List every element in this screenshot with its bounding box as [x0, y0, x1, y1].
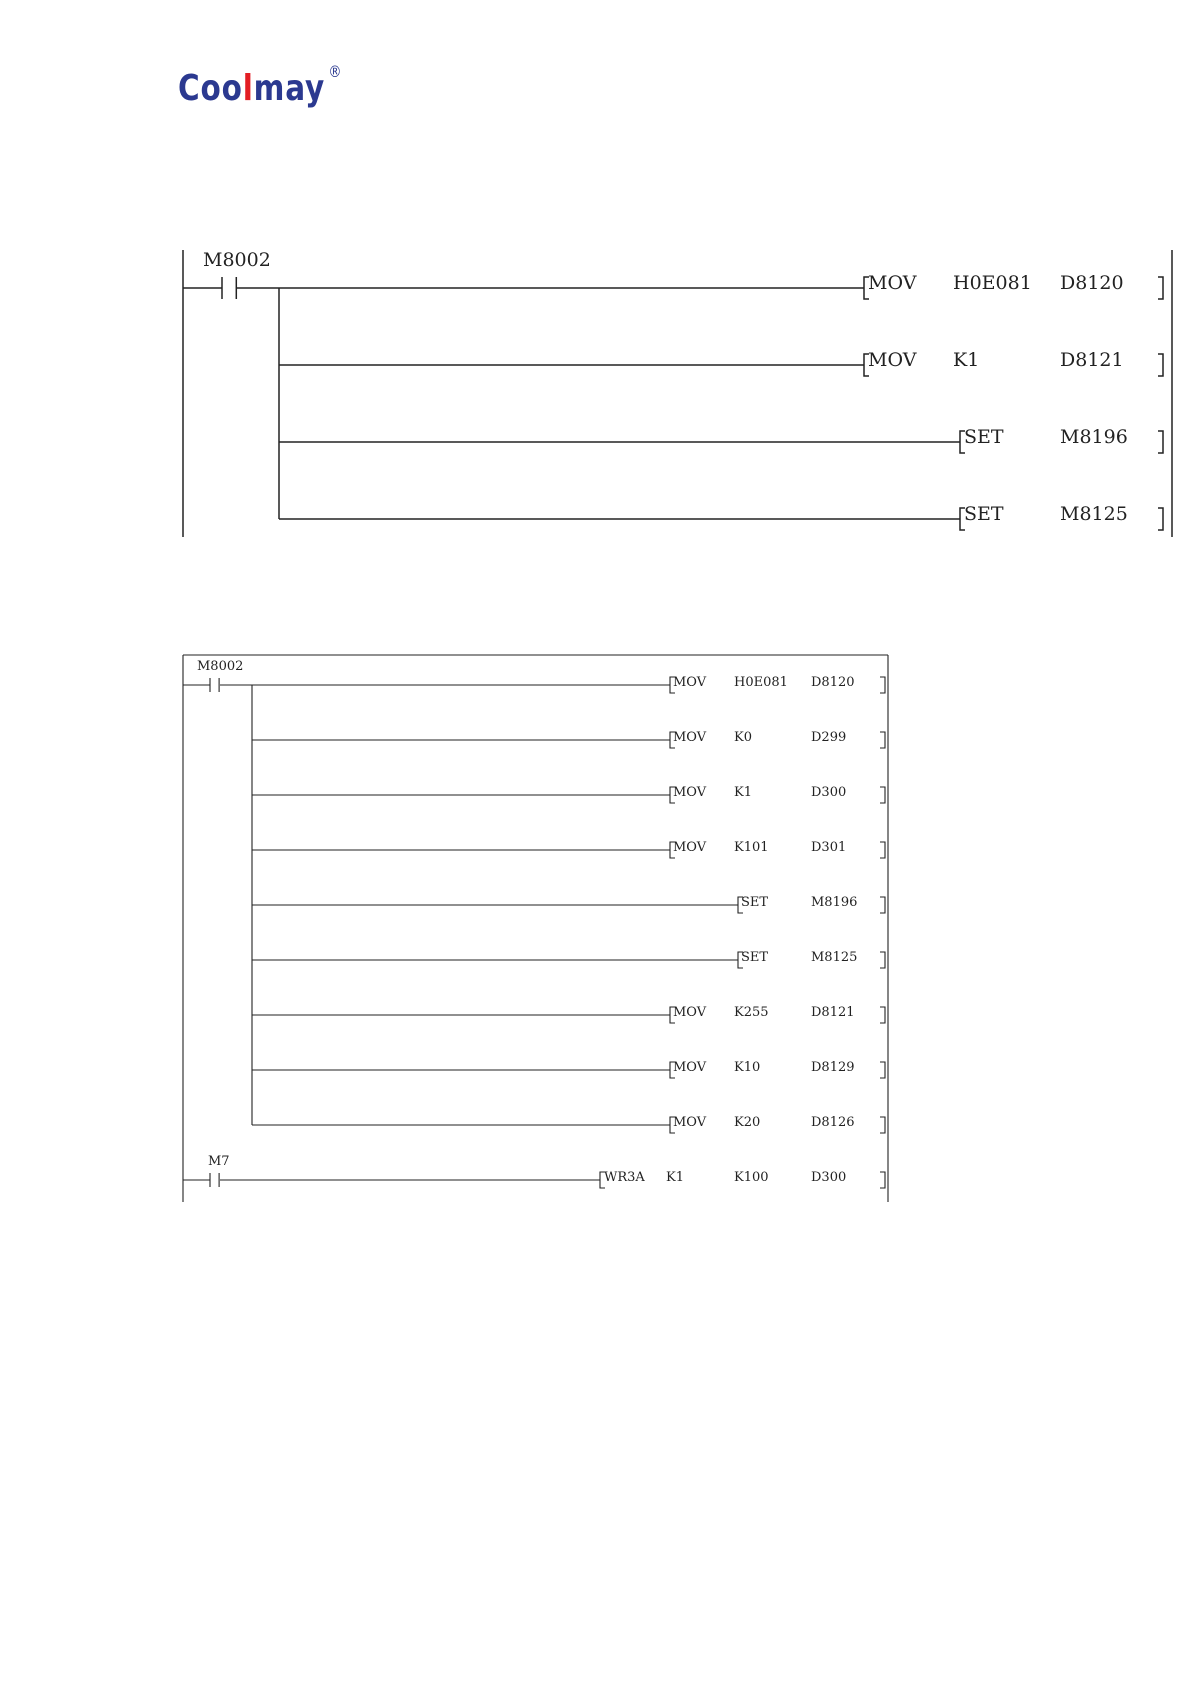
operand-1: K1	[666, 1170, 684, 1185]
operand-2: K100	[734, 1170, 769, 1185]
contact-label: M8002	[203, 249, 271, 271]
instruction-close-bracket	[1158, 431, 1163, 453]
operand-2: D8120	[811, 675, 855, 690]
instruction-op: MOV	[673, 1005, 707, 1020]
instruction-op: SET	[964, 426, 1004, 448]
operand-1: K0	[734, 730, 752, 745]
instruction-op: WR3A	[604, 1170, 645, 1185]
operand-1: K10	[734, 1060, 761, 1075]
coolmay-logo: Coolmay ®	[178, 62, 343, 109]
operand-3: D300	[811, 1170, 847, 1185]
operand-2: D8126	[811, 1115, 855, 1130]
instruction-op: MOV	[868, 349, 917, 371]
operand-1: M8196	[811, 895, 858, 910]
operand-2: D301	[811, 840, 847, 855]
instruction-op: MOV	[673, 1060, 707, 1075]
instruction-close-bracket	[1158, 354, 1163, 376]
instruction-op: SET	[741, 950, 769, 965]
operand-2: D8129	[811, 1060, 855, 1075]
operand-2: D300	[811, 785, 847, 800]
operand-1: K20	[734, 1115, 761, 1130]
operand-1: K101	[734, 840, 769, 855]
instruction-op: MOV	[673, 675, 707, 690]
operand-1: M8196	[1060, 426, 1128, 448]
operand-2: D299	[811, 730, 847, 745]
operand-2: D8121	[1060, 349, 1124, 371]
instruction-close-bracket	[1158, 277, 1163, 299]
instruction-op: MOV	[673, 785, 707, 800]
operand-1: H0E081	[953, 272, 1032, 294]
operand-2: D8120	[1060, 272, 1124, 294]
operand-1: H0E081	[734, 675, 788, 690]
contact-label: M8002	[197, 659, 244, 674]
operand-1: K255	[734, 1005, 769, 1020]
operand-1: M8125	[1060, 503, 1128, 525]
operand-1: K1	[734, 785, 752, 800]
instruction-op: MOV	[673, 1115, 707, 1130]
contact2-label: M7	[208, 1154, 230, 1169]
instruction-op: SET	[741, 895, 769, 910]
instruction-op: SET	[964, 503, 1004, 525]
instruction-op: MOV	[868, 272, 917, 294]
operand-1: M8125	[811, 950, 858, 965]
operand-1: K1	[953, 349, 980, 371]
instruction-close-bracket	[1158, 508, 1163, 530]
instruction-op: MOV	[673, 840, 707, 855]
operand-2: D8121	[811, 1005, 855, 1020]
instruction-op: MOV	[673, 730, 707, 745]
